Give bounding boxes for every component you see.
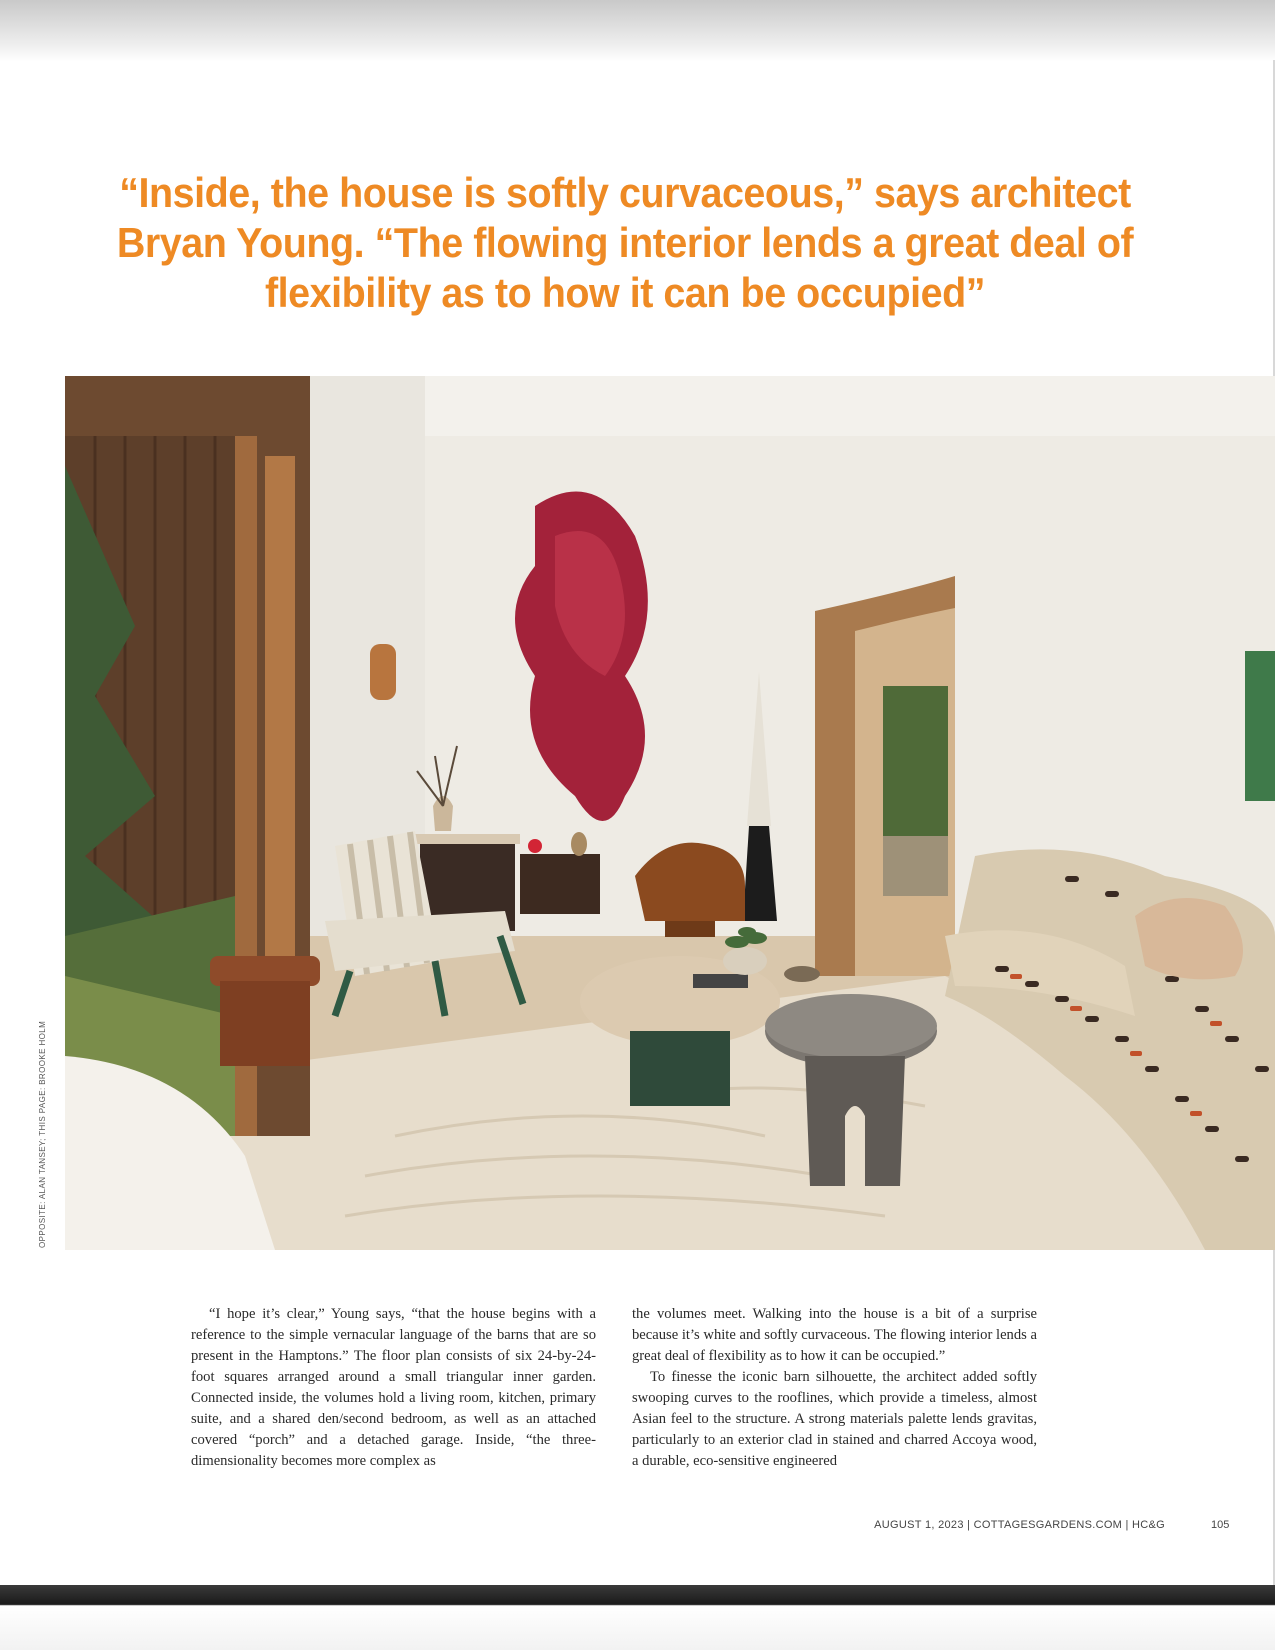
body-paragraph: “I hope it’s clear,” Young says, “that the house begins with a reference to the simple vernacular language of the barns that are so present in the Hamptons.” The floor plan consists of six 24-by-24-foot squares arranged around a small triangular inner garden. Connected inside, the volumes hold a living room, kitchen, primary suite, and a shared den/second bedroom, as well as an attached covered “porch” and a detached garage. Inside, “the three-dimensionality becomes more complex as — [191, 1306, 596, 1469]
photo-credit: OPPOSITE: ALAN TANSEY; THIS PAGE: BROOKE HOLM — [38, 1020, 47, 1248]
body-column-1 — [191, 1304, 596, 1472]
footer-folio: AUGUST 1, 2023 | COTTAGESGARDENS.COM | HC&G — [874, 1519, 1165, 1531]
body-column-2 — [632, 1304, 1037, 1472]
pull-quote: “Inside, the house is softly curvaceous,” says architect Bryan Young. “The flowing interior lends a great deal of flexibility as to how it can be occupied” — [116, 169, 1134, 316]
page-number: 105 — [1211, 1519, 1230, 1531]
scan-bottom-edge — [0, 1585, 1275, 1650]
body-paragraph: To finesse the iconic barn silhouette, the architect added softly swooping curves to the rooflines, which provide a timeless, almost Asian feel to the structure. A strong materials palette lends gravitas, particularly to an exterior clad in stained and charred Accoya wood, a durable, eco-sensitive engineered — [632, 1369, 1037, 1469]
living-room-photo — [65, 376, 1275, 1250]
scan-top-edge — [0, 0, 1275, 62]
body-paragraph: the volumes meet. Walking into the house is a bit of a surprise because it’s white and softly curvaceous. The flowing interior lends a great deal of flexibility as to how it can be occupied.” — [632, 1306, 1037, 1364]
